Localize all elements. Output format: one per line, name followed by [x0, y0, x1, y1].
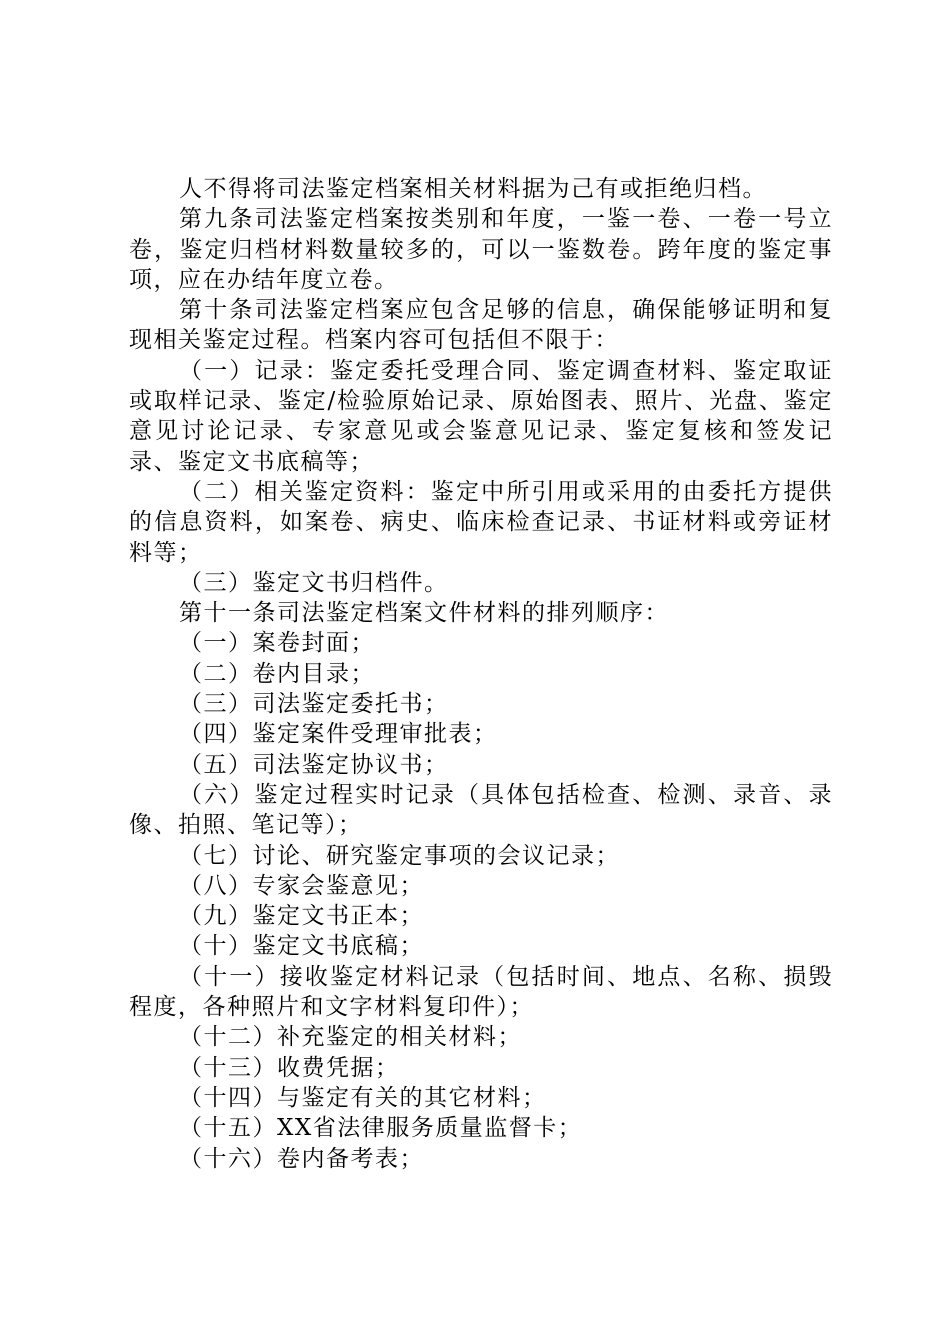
list-item-document-archive: （三）鉴定文书归档件。: [179, 569, 449, 596]
paragraph-article-9: 第九条司法鉴定档案按类别和年度，一鉴一卷、一卷一号立卷，鉴定归档材料数量较多的，可以一鉴数卷。跨年度的鉴定事项，应在办结年度立卷。: [129, 206, 833, 293]
list-item: （六）鉴定过程实时记录（具体包括检查、检测、录音、录像、拍照、笔记等）；: [129, 781, 833, 839]
list-item: （八）专家会鉴意见；: [179, 872, 424, 899]
list-item: （十四）与鉴定有关的其它材料；: [179, 1084, 547, 1111]
list-item: （十）鉴定文书底稿；: [179, 933, 424, 960]
list-item-related-materials: （二）相关鉴定资料：鉴定中所引用或采用的由委托方提供的信息资料，如案卷、病史、临床检查记录、书证材料或旁证材料等；: [129, 478, 833, 566]
document-body: [129, 174, 833, 1174]
paragraph-archive-retention: 人不得将司法鉴定档案相关材料据为己有或拒绝归档。: [179, 176, 767, 202]
list-item: （十二）补充鉴定的相关材料；: [179, 1024, 522, 1051]
list-item: （十三）收费凭据；: [179, 1054, 400, 1081]
list-item: （七）讨论、研究鉴定事项的会议记录；: [179, 842, 620, 869]
paragraph-article-10: 第十条司法鉴定档案应包含足够的信息，确保能够证明和复现相关鉴定过程。档案内容可包括但不限于：: [129, 297, 833, 354]
list-item: （五）司法鉴定协议书；: [179, 751, 449, 778]
list-item: （十五）XX省法律服务质量监督卡；: [179, 1115, 583, 1142]
list-item: （一）案卷封面；: [179, 630, 375, 657]
list-item-records: （一）记录：鉴定委托受理合同、鉴定调查材料、鉴定取证或取样记录、鉴定/检验原始记录、原始图表、照片、光盘、鉴定意见讨论记录、专家意见或会鉴意见记录、鉴定复核和签发记录、鉴定文书底稿等；: [129, 357, 833, 475]
paragraph-article-11: 第十一条司法鉴定档案文件材料的排列顺序：: [179, 600, 669, 627]
list-item: （九）鉴定文书正本；: [179, 903, 424, 930]
list-item: （三）司法鉴定委托书；: [179, 691, 449, 718]
list-item: （二）卷内目录；: [179, 660, 375, 687]
list-item: （十六）卷内备考表；: [179, 1145, 424, 1172]
list-item: （十一）接收鉴定材料记录（包括时间、地点、名称、损毁程度，各种照片和文字材料复印件）；: [129, 963, 833, 1021]
list-item: （四）鉴定案件受理审批表；: [179, 721, 498, 748]
